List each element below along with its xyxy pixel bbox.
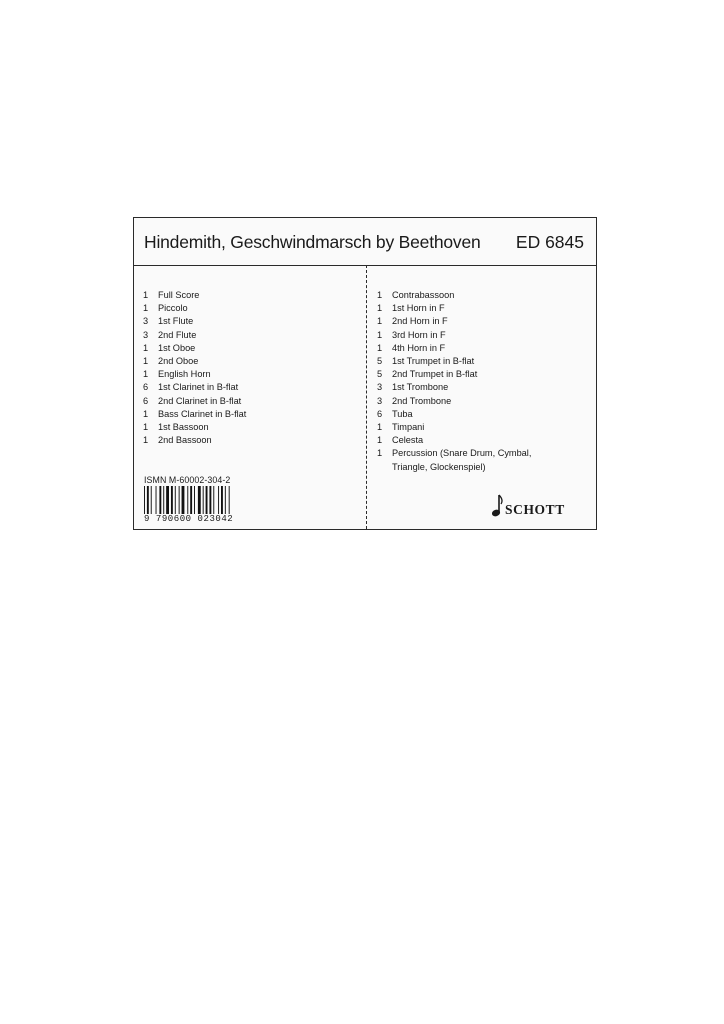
part-name: Bass Clarinet in B-flat bbox=[158, 408, 247, 419]
part-item bbox=[143, 342, 358, 355]
part-name: 2nd Clarinet in B-flat bbox=[158, 395, 242, 406]
edition-number: ED 6845 bbox=[515, 232, 584, 252]
part-quantity: 1 bbox=[143, 435, 149, 446]
part-name: Piccolo bbox=[158, 303, 188, 314]
part-quantity: 3 bbox=[143, 316, 149, 327]
part-name: Full Score bbox=[158, 290, 200, 300]
part-name: Percussion (Snare Drum, Cymbal, bbox=[392, 448, 532, 459]
part-name: 1st Trumpet in B-flat bbox=[392, 356, 475, 367]
parts-list-left bbox=[143, 289, 358, 447]
part-name: 2nd Trumpet in B-flat bbox=[392, 369, 478, 380]
part-item bbox=[377, 461, 587, 474]
part-quantity: 1 bbox=[377, 342, 383, 353]
part-name: Triangle, Glockenspiel) bbox=[392, 461, 486, 472]
part-item bbox=[377, 315, 587, 328]
part-quantity: 3 bbox=[143, 329, 149, 340]
work-title: Hindemith, Geschwindmarsch by Beethoven bbox=[144, 232, 481, 252]
part-name: 2nd Oboe bbox=[158, 356, 199, 367]
part-item bbox=[143, 329, 358, 342]
ismn-code: ISMN M-60002-304-2 bbox=[144, 475, 231, 485]
part-quantity: 1 bbox=[377, 435, 383, 446]
part-quantity: 5 bbox=[377, 369, 383, 380]
part-name: Contrabassoon bbox=[392, 290, 455, 300]
part-item bbox=[377, 289, 587, 302]
part-name: English Horn bbox=[158, 369, 211, 380]
part-quantity: 1 bbox=[143, 369, 149, 380]
part-item bbox=[377, 421, 587, 434]
part-item bbox=[143, 368, 358, 381]
part-item bbox=[143, 395, 358, 408]
part-item bbox=[143, 381, 358, 394]
part-name: 3rd Horn in F bbox=[392, 329, 446, 340]
part-name: Tuba bbox=[392, 408, 413, 419]
part-quantity: 1 bbox=[377, 303, 383, 314]
part-item bbox=[377, 342, 587, 355]
part-name: 2nd Bassoon bbox=[158, 435, 212, 446]
barcode bbox=[144, 486, 264, 515]
part-item bbox=[377, 408, 587, 421]
part-item bbox=[143, 434, 358, 447]
part-name: 1st Bassoon bbox=[158, 422, 209, 433]
part-quantity: 6 bbox=[377, 408, 383, 419]
part-name: 1st Horn in F bbox=[392, 303, 445, 314]
part-item bbox=[377, 447, 587, 460]
part-item bbox=[377, 302, 587, 315]
part-item bbox=[377, 355, 587, 368]
part-item bbox=[143, 421, 358, 434]
part-item bbox=[143, 289, 358, 302]
barcode-digits: 9 790600 023042 bbox=[144, 514, 234, 524]
part-item bbox=[377, 381, 587, 394]
card-header bbox=[134, 218, 596, 266]
part-name: 1st Oboe bbox=[158, 342, 196, 353]
part-quantity: 1 bbox=[143, 290, 149, 300]
part-quantity: 1 bbox=[377, 316, 383, 327]
part-name: 1st Clarinet in B-flat bbox=[158, 382, 239, 393]
part-quantity: 3 bbox=[377, 395, 383, 406]
part-quantity: 6 bbox=[143, 382, 149, 393]
parts-list-right bbox=[377, 289, 587, 474]
part-quantity: 1 bbox=[377, 422, 383, 433]
part-name: 2nd Flute bbox=[158, 329, 197, 340]
part-name: 1st Flute bbox=[158, 316, 194, 327]
part-item bbox=[377, 434, 587, 447]
part-name: 2nd Trombone bbox=[392, 395, 452, 406]
part-item bbox=[377, 368, 587, 381]
part-quantity: 1 bbox=[143, 422, 149, 433]
part-quantity: 1 bbox=[143, 303, 149, 314]
part-item bbox=[143, 408, 358, 421]
part-quantity: 1 bbox=[143, 342, 149, 353]
part-quantity: 3 bbox=[377, 382, 383, 393]
column-divider bbox=[366, 265, 367, 529]
part-quantity: 1 bbox=[377, 290, 383, 300]
part-name: Timpani bbox=[392, 422, 425, 433]
part-quantity: 1 bbox=[377, 329, 383, 340]
part-quantity: 1 bbox=[143, 356, 149, 367]
part-item bbox=[143, 315, 358, 328]
part-name: 2nd Horn in F bbox=[392, 316, 448, 327]
part-quantity: 1 bbox=[143, 408, 149, 419]
part-quantity: 5 bbox=[377, 356, 383, 367]
publisher-name: SCHOTT bbox=[505, 502, 565, 517]
note-icon bbox=[490, 493, 504, 519]
part-name: Celesta bbox=[392, 435, 424, 446]
part-quantity: 6 bbox=[143, 395, 149, 406]
part-quantity: 1 bbox=[377, 448, 383, 459]
publisher-logo bbox=[490, 493, 565, 519]
instrumentation-card bbox=[133, 217, 597, 530]
part-item bbox=[377, 395, 587, 408]
part-item bbox=[143, 302, 358, 315]
part-item bbox=[377, 329, 587, 342]
part-name: 1st Trombone bbox=[392, 382, 449, 393]
part-quantity bbox=[377, 461, 392, 474]
part-name: 4th Horn in F bbox=[392, 342, 446, 353]
part-item bbox=[143, 355, 358, 368]
